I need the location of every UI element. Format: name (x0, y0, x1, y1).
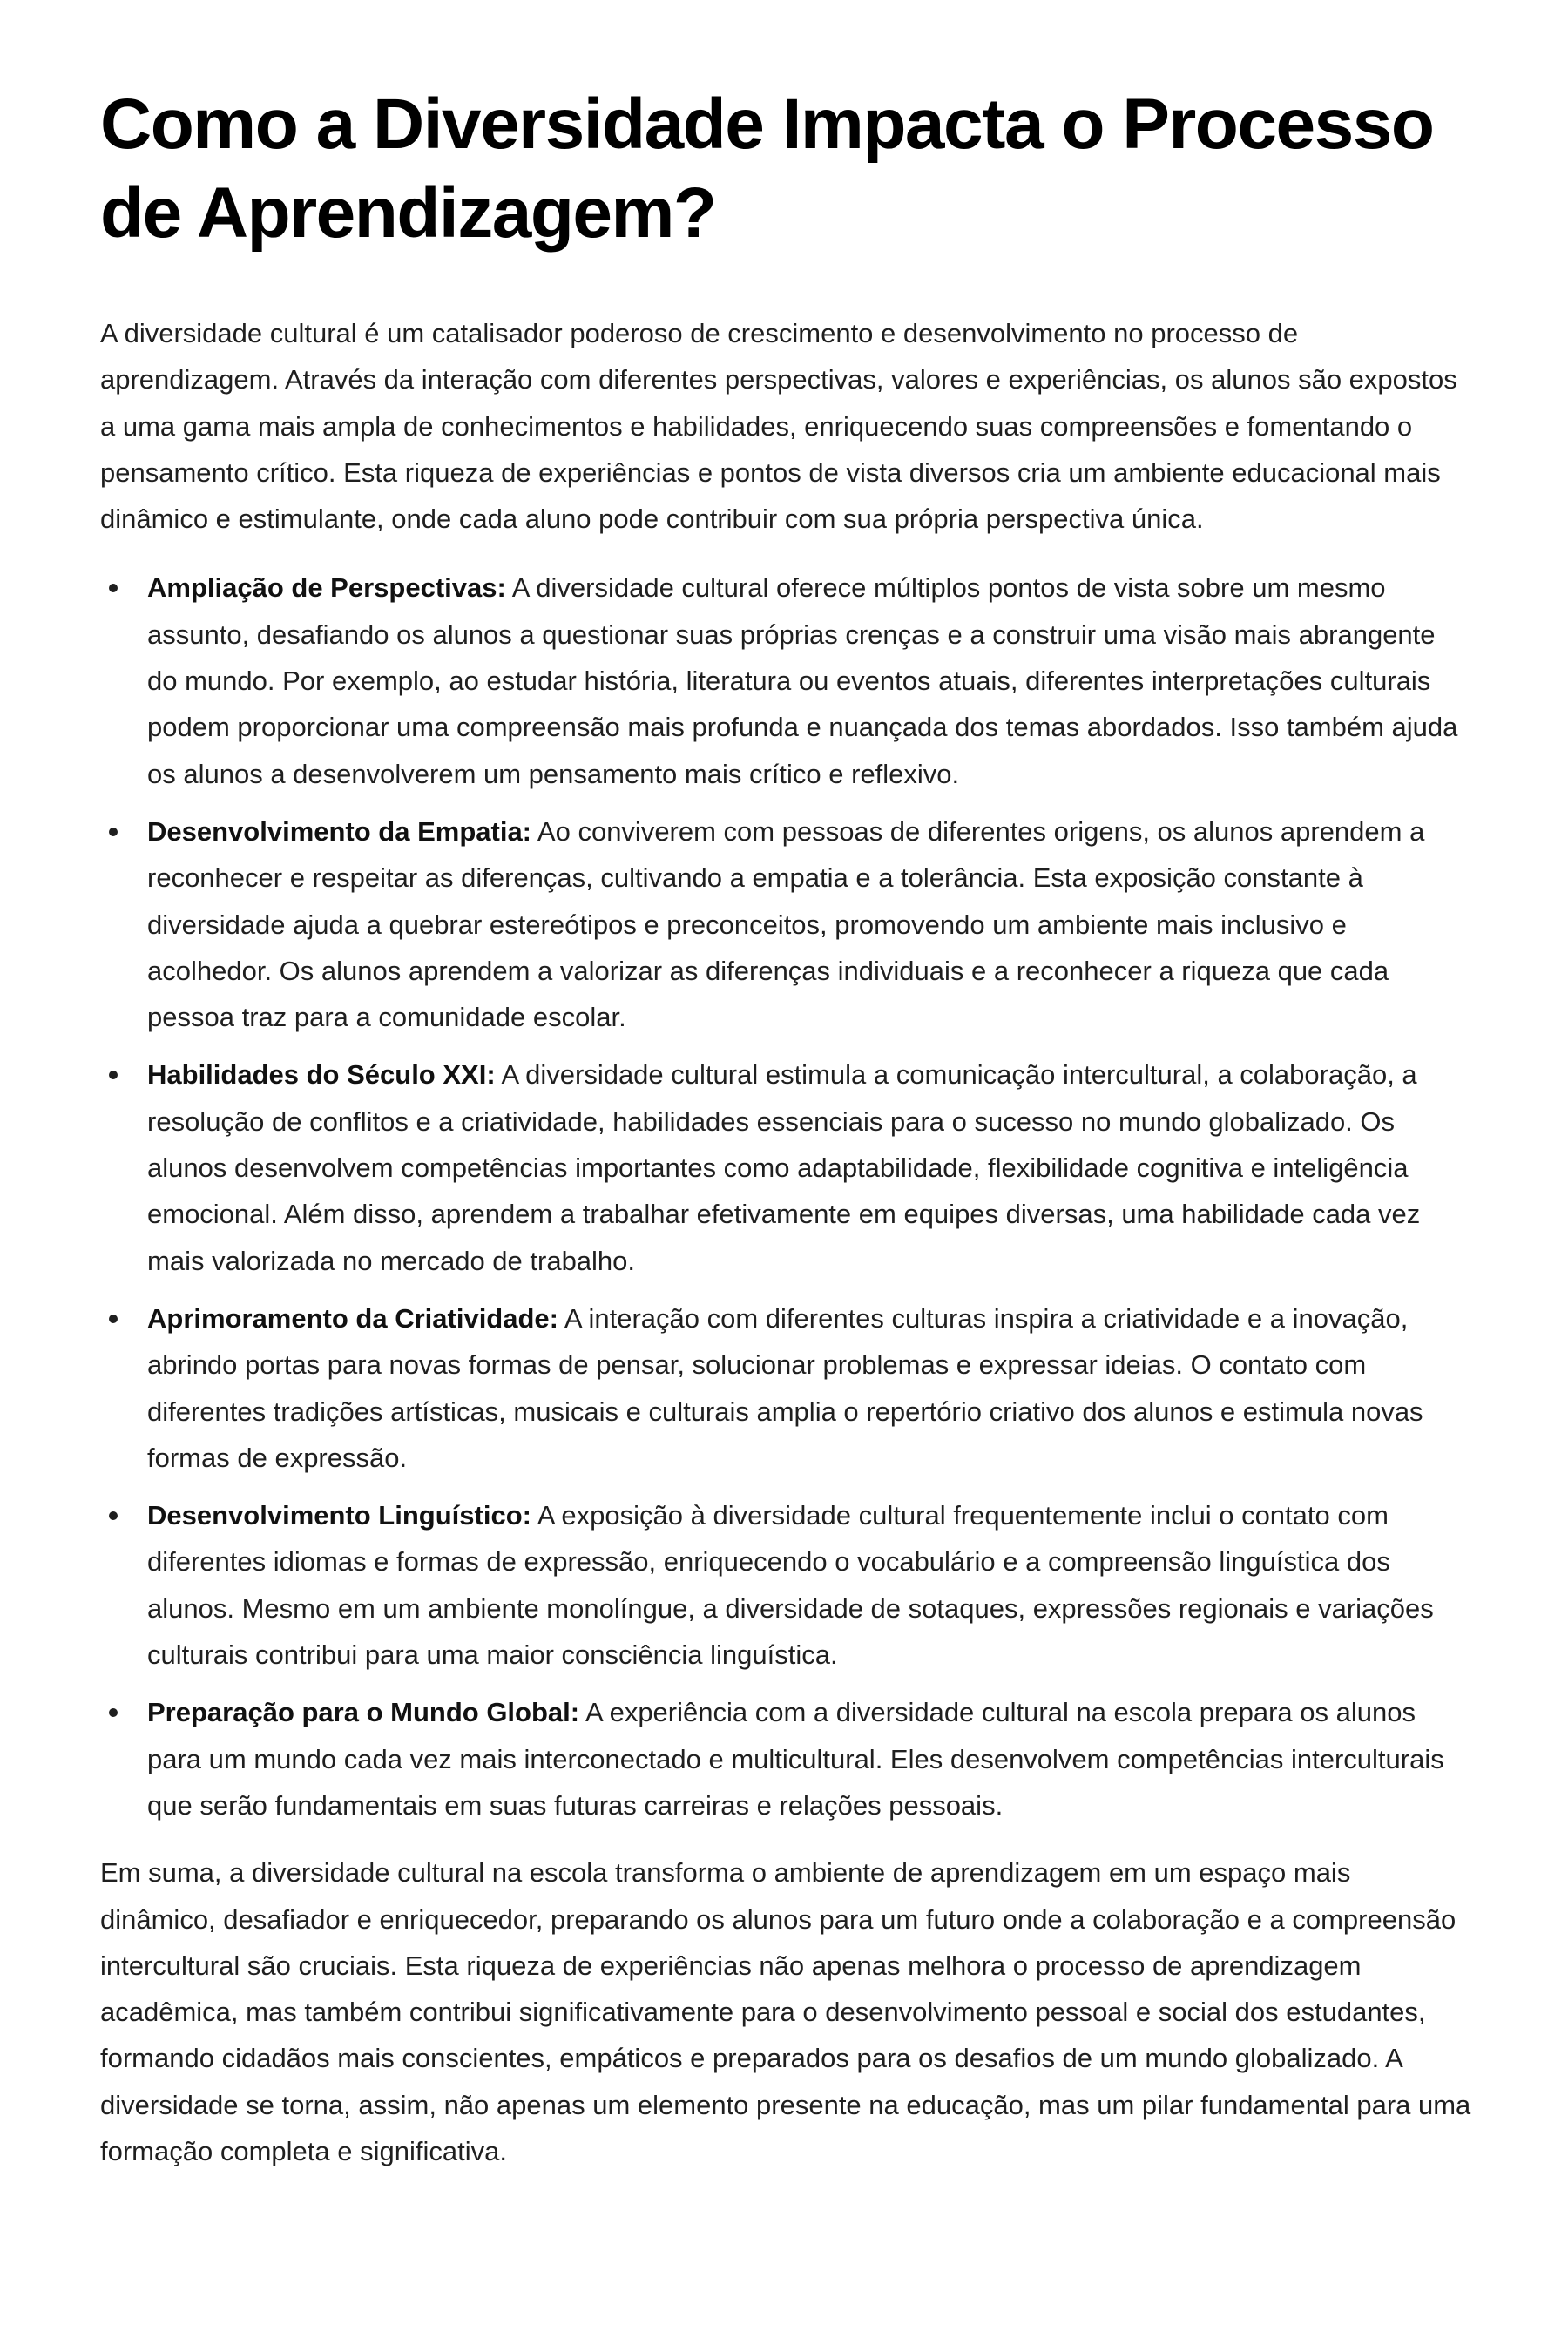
bullet-icon (109, 1071, 118, 1079)
list-item (100, 1051, 1472, 1283)
item-label: Habilidades do Século XXI: (147, 1059, 496, 1091)
list-item (100, 1689, 1472, 1828)
item-label: Ampliação de Perspectivas: (147, 572, 506, 604)
item-text: A experiência com a diversidade cultural na escola prepara os alunos para um mundo cada vez mais interconectado e multicultural. Eles desenvolvem competências interculturais que serão fundamentais em suas futuras carreiras e relações pessoais. (147, 1697, 1444, 1821)
bullet-icon (109, 1511, 118, 1520)
item-text: Ao conviverem com pessoas de diferentes origens, os alunos aprendem a reconhecer e respeitar as diferenças, cultivando a empatia e a tolerância. Esta exposição constante à diversidade ajuda a quebrar estereótipos e preconceitos, promovendo um ambiente mais inclusivo e acolhedor. Os alunos aprendem a valorizar as diferenças individuais e a reconhecer a riqueza que cada pessoa traz para a comunidade escolar. (147, 815, 1425, 1033)
list-item (100, 1295, 1472, 1481)
item-label: Preparação para o Mundo Global: (147, 1697, 580, 1728)
conclusion-paragraph: Em suma, a diversidade cultural na escola transforma o ambiente de aprendizagem em um espaço mais dinâmico, desafiador e enriquecedor, preparando os alunos para um futuro onde a colaboração e a compreensão intercultural são cruciais. Esta riqueza de experiências não apenas melhora o processo de aprendizagem acadêmica, mas também contribui significativamente para o desenvolvimento pessoal e social dos estudantes, formando cidadãos mais conscientes, empáticos e preparados para os desafios de um mundo globalizado. A diversidade se torna, assim, não apenas um elemento presente na educação, mas um pilar fundamental para uma formação completa e significativa. (100, 1857, 1471, 2166)
intro-paragraph: A diversidade cultural é um catalisador poderoso de crescimento e desenvolvimento no processo de aprendizagem. Através da interação com diferentes perspectivas, valores e experiências, os alunos são expostos a uma gama mais ampla de conhecimentos e habilidades, enriquecendo suas compreensões e fomentando o pensamento crítico. Esta riqueza de experiências e pontos de vista diversos cria um ambiente educacional mais dinâmico e estimulante, onde cada aluno pode contribuir com sua própria perspectiva única. (100, 318, 1457, 535)
item-text: A diversidade cultural oferece múltiplos pontos de vista sobre um mesmo assunto, desafiando os alunos a questionar suas próprias crenças e a construir uma visão mais abrangente do mundo. Por exemplo, ao estudar história, literatura ou eventos atuais, diferentes interpretações culturais podem proporcionar uma compreensão mais profunda e nuançada dos temas abordados. Isso também ajuda os alunos a desenvolverem um pensamento mais crítico e reflexivo. (147, 572, 1458, 789)
list-item (100, 808, 1472, 1040)
bullet-icon (109, 828, 118, 836)
item-text: A interação com diferentes culturas inspira a criatividade e a inovação, abrindo portas para novas formas de pensar, solucionar problemas e expressar ideias. O contato com diferentes tradições artísticas, musicais e culturais amplia o repertório criativo dos alunos e estimula novas formas de expressão. (147, 1302, 1423, 1473)
item-label: Aprimoramento da Criatividade: (147, 1302, 558, 1334)
bullet-icon (109, 584, 118, 592)
bullet-icon (109, 1708, 118, 1717)
benefits-list (100, 564, 1472, 1828)
item-text: A exposição à diversidade cultural frequentemente inclui o contato com diferentes idiomas e formas de expressão, enriquecendo o vocabulário e a compreensão linguística dos alunos. Mesmo em um ambiente monolíngue, a diversidade de sotaques, expressões regionais e variações culturais contribui para uma maior consciência linguística. (147, 1500, 1434, 1671)
item-label: Desenvolvimento Linguístico: (147, 1500, 531, 1531)
item-text: A diversidade cultural estimula a comunicação intercultural, a colaboração, a resolução de conflitos e a criatividade, habilidades essenciais para o sucesso no mundo globalizado. Os alunos desenvolvem competências importantes como adaptabilidade, flexibilidade cognitiva e inteligência emocional. Além disso, aprendem a trabalhar efetivamente em equipes diversas, uma habilidade cada vez mais valorizada no mercado de trabalho. (147, 1059, 1421, 1276)
article (100, 80, 1472, 2174)
list-item (100, 1492, 1472, 1678)
list-item (100, 564, 1472, 796)
item-label: Desenvolvimento da Empatia: (147, 815, 532, 847)
page-title: Como a Diversidade Impacta o Processo de Aprendizagem? (100, 84, 1434, 253)
bullet-icon (109, 1315, 118, 1323)
